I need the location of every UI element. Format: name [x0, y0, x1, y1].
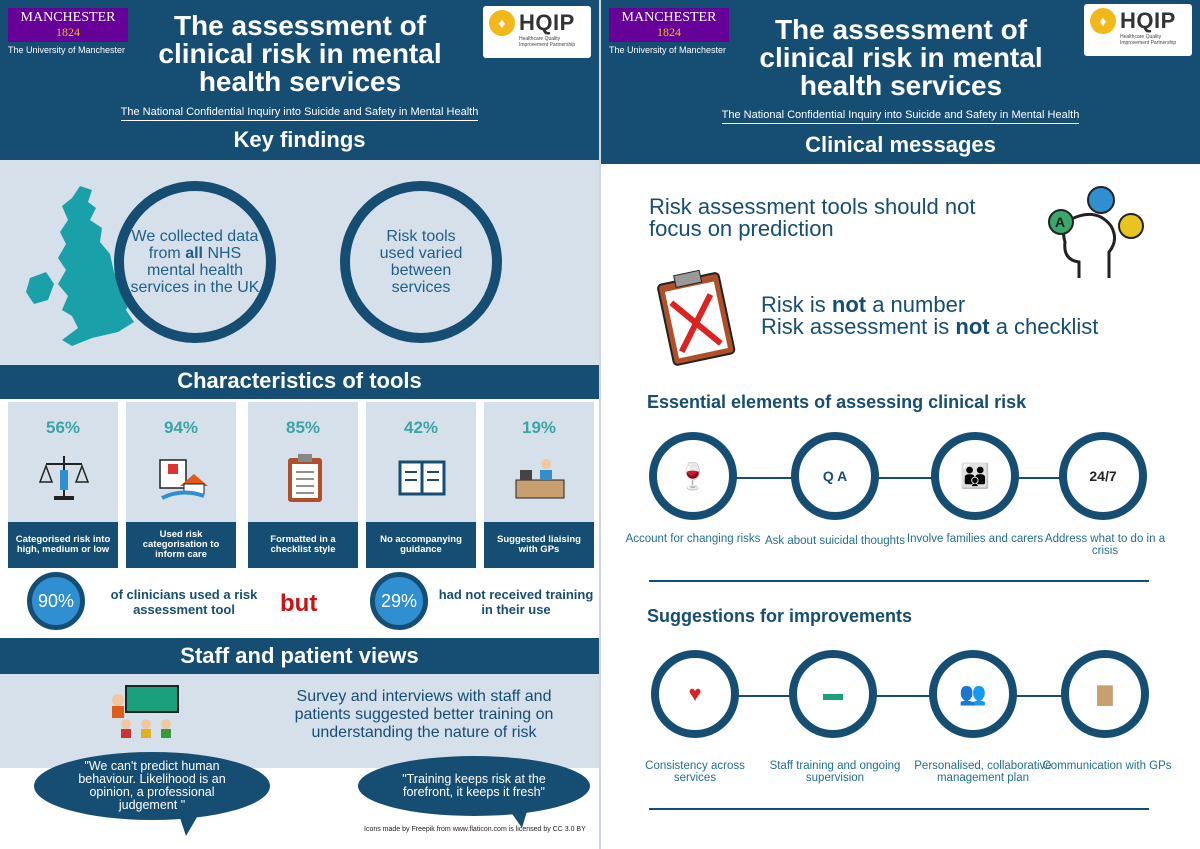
right-inquiry-line: The National Confidential Inquiry into Suicide and Safety in Mental Health: [601, 109, 1200, 121]
stat-90-text: of clinicians used a risk assessment tool: [110, 587, 258, 617]
checklist-icon: [278, 452, 330, 504]
quote-bubble-2: "Training keeps risk at the forefront, it keeps it fresh": [358, 756, 590, 816]
left-title: The assessment of clinical risk in mental health services: [158, 10, 442, 97]
essential-caption: Address what to do in a crisis: [1044, 533, 1166, 557]
essential-connector: [731, 477, 1071, 479]
characteristics-heading: Characteristics of tools: [177, 368, 422, 393]
thinking-head-icon: [1039, 182, 1149, 282]
right-uom-logo: MANCHESTER 1824 The University of Manchester: [609, 8, 729, 55]
views-heading: Staff and patient views: [180, 643, 419, 668]
stat-29-text: had not received training in their use: [438, 587, 594, 617]
char-caption: Suggested liaising with GPs: [484, 522, 594, 568]
improvement-caption: Communication with GPs: [1042, 760, 1172, 772]
key-findings-band: [0, 160, 599, 365]
improvements-connector: [731, 695, 1071, 697]
quote-tail-1: [178, 812, 200, 836]
views-text: Survey and interviews with staff and patients suggested better training on understanding the nature of risk: [294, 688, 554, 741]
scales-icon: [38, 452, 90, 504]
key-finding-all-services: We collected data from all NHS mental health services in the UK: [114, 181, 276, 343]
message-not-number: Risk is not a number Risk assessment is not a checklist: [761, 292, 1099, 339]
teaching-icon: [104, 684, 188, 740]
improvements-heading: Suggestions for improvements: [647, 606, 913, 626]
reception-desk-icon: ▇: [1061, 650, 1149, 738]
crisis-phone-icon: 24/7: [1059, 432, 1147, 520]
char-card: [248, 402, 358, 568]
essential-heading: Essential elements of assessing clinical risk: [647, 392, 1027, 412]
essential-caption: Account for changing risks: [625, 533, 761, 545]
right-header: [601, 0, 1200, 164]
char-caption: No accompanying guidance: [366, 522, 476, 568]
char-pct: 42%: [403, 418, 439, 437]
crossed-checklist-icon: [653, 268, 739, 368]
char-card: [8, 402, 118, 568]
message-prediction: Risk assessment tools should not focus on prediction: [649, 194, 976, 241]
section-divider: [649, 808, 1149, 810]
char-pct: 56%: [45, 418, 81, 437]
improvement-caption: Consistency across services: [645, 760, 745, 784]
collaboration-icon: 👥: [929, 650, 1017, 738]
changing-risks-icon: 🍷: [649, 432, 737, 520]
views-band: [0, 674, 599, 768]
left-inquiry-line: The National Confidential Inquiry into Suicide and Safety in Mental Health: [0, 106, 599, 118]
stat-29-circle: 29%: [370, 572, 428, 630]
conversation-icon: Q A: [791, 432, 879, 520]
reception-desk-icon: [514, 452, 566, 504]
char-pct: 85%: [285, 418, 321, 437]
but-text: but: [280, 590, 318, 617]
hands-heart-icon: ♥: [651, 650, 739, 738]
stat-90-circle: 90%: [27, 572, 85, 630]
key-findings-heading: Key findings: [233, 127, 366, 152]
book-icon: [396, 452, 448, 504]
char-pct: 19%: [521, 418, 557, 437]
right-hqip-logo: ♦ HQIP Healthcare Quality Improvement Partnership: [1084, 4, 1192, 56]
char-caption: Categorised risk into high, medium or low: [8, 522, 118, 568]
char-pct: 94%: [163, 418, 199, 437]
left-uom-logo: MANCHESTER 1824 The University of Manchester: [8, 8, 128, 55]
views-bar: [0, 638, 599, 674]
section-divider: [649, 580, 1149, 582]
improvement-caption: Personalised, collaborative management plan: [914, 760, 1052, 784]
char-caption: Formatted in a checklist style: [248, 522, 358, 568]
improvement-caption: Staff training and ongoing supervision: [769, 760, 901, 784]
char-caption: Used risk categorisation to inform care: [126, 522, 236, 568]
clinical-messages-heading: Clinical messages: [805, 132, 996, 157]
characteristics-bar: [0, 365, 599, 399]
quote-tail-2: [508, 808, 528, 828]
essential-caption: Involve families and carers: [906, 533, 1044, 545]
training-icon: ▬: [789, 650, 877, 738]
essential-caption: Ask about suicidal thoughts: [765, 535, 906, 547]
char-card: [126, 402, 236, 568]
quote-bubble-1: "We can't predict human behaviour. Likelihood is an opinion, a professional judgement ": [34, 752, 270, 820]
svg-text:A: A: [1055, 214, 1066, 230]
left-header: [0, 0, 599, 160]
char-card: [484, 402, 594, 568]
char-card: [366, 402, 476, 568]
right-page: [600, 0, 1200, 849]
icon-credit: Icons made by Freepik from www.flaticon.com is licensed by CC 3.0 BY: [364, 826, 586, 833]
left-hqip-logo: ♦ HQIP Healthcare Quality Improvement Partnership: [483, 6, 591, 58]
hospital-care-icon: [156, 452, 208, 504]
key-finding-varied-tools: Risk tools used varied between services: [340, 181, 502, 343]
family-icon: 👪: [931, 432, 1019, 520]
right-title: The assessment of clinical risk in mental health services: [759, 14, 1043, 101]
